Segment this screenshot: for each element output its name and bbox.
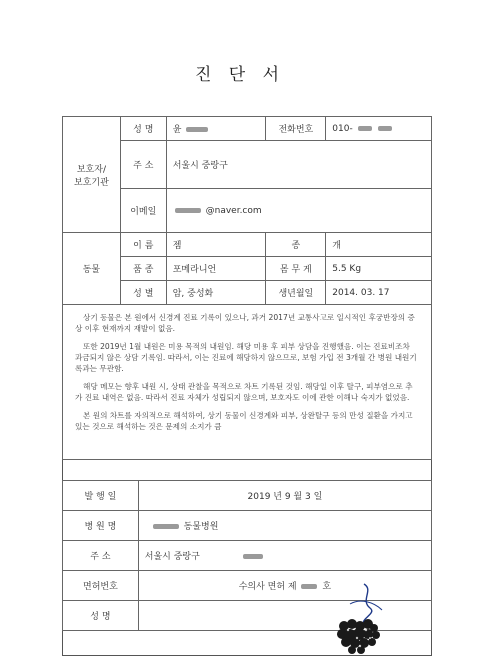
animal-weight-label: 몸 무 게 — [266, 257, 326, 281]
license-label: 면허번호 — [63, 571, 139, 601]
redaction-mark — [378, 126, 392, 131]
statement-paragraph: 해당 메모는 향후 내원 시, 상태 관찰을 목적으로 차트 기록된 것임. 해당일 이후 탈구, 피부염으로 추가 진료 내역은 없음. 따라서 진료 자체가 성립되지 않으며, 보호자도 이에 관한 이해나 숙지가 없었음. — [75, 382, 413, 402]
guardian-table — [62, 116, 432, 233]
hospital-name-text: 동물병원 — [183, 522, 219, 532]
signature-label: 성 명 — [63, 601, 139, 631]
redaction-mark — [153, 524, 179, 529]
animal-species-label: 종 — [266, 233, 326, 257]
guardian-phone-value — [326, 117, 432, 141]
animal-birth-label: 생년월일 — [266, 281, 326, 305]
redaction-mark — [175, 208, 201, 213]
animal-weight-value: 5.5 Kg — [326, 257, 432, 281]
redaction-mark — [243, 554, 263, 559]
redaction-mark — [186, 127, 208, 132]
animal-section-label: 동물 — [63, 233, 121, 305]
license-suffix: 호 — [322, 582, 332, 592]
issue-date-label: 발 행 일 — [63, 481, 139, 511]
animal-name-value: 젬 — [166, 233, 266, 257]
guardian-name-value — [166, 117, 266, 141]
guardian-name-label: 성 명 — [120, 117, 166, 141]
guardian-address-value: 서울시 중랑구 — [166, 141, 431, 189]
guardian-section-label: 보호자/ 보호기관 — [63, 117, 121, 233]
redaction-mark — [358, 126, 372, 131]
animal-breed-label: 품 종 — [120, 257, 166, 281]
hospital-name-label: 병 원 명 — [63, 511, 139, 541]
hospital-name-value — [138, 511, 431, 541]
guardian-address-label: 주 소 — [120, 141, 166, 189]
redaction-mark — [301, 584, 317, 589]
guardian-email-text: @naver.com — [205, 205, 262, 216]
animal-breed-value: 포메라니언 — [166, 257, 266, 281]
guardian-phone-text: 010- — [332, 123, 353, 134]
guardian-email-label: 이메일 — [120, 189, 166, 233]
signature-stamp-icon — [330, 580, 390, 658]
diagnosis-statement — [62, 304, 432, 460]
statement-paragraph: 상기 동물은 본 원에서 신경계 진료 기록이 있으나, 과거 2017년 교통사고로 일시적인 후궁반장의 증상 이후 현재까지 재발이 없음. — [75, 313, 415, 333]
document-title: 진 단 서 — [194, 65, 286, 85]
issue-date-value: 2019 년 9 월 3 일 — [138, 481, 431, 511]
guardian-phone-label: 전화번호 — [266, 117, 326, 141]
hospital-address-text: 서울시 중랑구 — [144, 552, 200, 562]
guardian-name-text: 윤 — [172, 125, 182, 135]
animal-birth-value: 2014. 03. 17 — [326, 281, 432, 305]
animal-name-label: 이 름 — [120, 233, 166, 257]
animal-species-value: 개 — [326, 233, 432, 257]
hospital-address-value — [138, 541, 431, 571]
guardian-email-value — [166, 189, 431, 233]
statement-paragraph: 본 원의 차트를 자의적으로 해석하여, 상기 동물이 신경계와 피부, 상완탈구 등의 만성 질환을 가지고 있는 것으로 해석하는 것은 문제의 소지가 큼 — [75, 411, 413, 431]
license-text: 수의사 면허 제 — [238, 582, 297, 592]
hospital-address-label: 주 소 — [63, 541, 139, 571]
statement-paragraph: 또한 2019년 1월 내원은 미용 목적의 내원임. 해당 미용 후 피부 상담을 진행했음. 이는 진료비조차 과금되지 않은 상담 기록임. 따라서, 이는 진료에 해당하지 않으므로, 보험 가입 전 3개월 간 병원 내원기록과는 무관함. — [75, 342, 417, 373]
animal-table — [62, 232, 432, 305]
animal-sex-label: 성 별 — [120, 281, 166, 305]
animal-sex-value: 암, 중성화 — [166, 281, 266, 305]
